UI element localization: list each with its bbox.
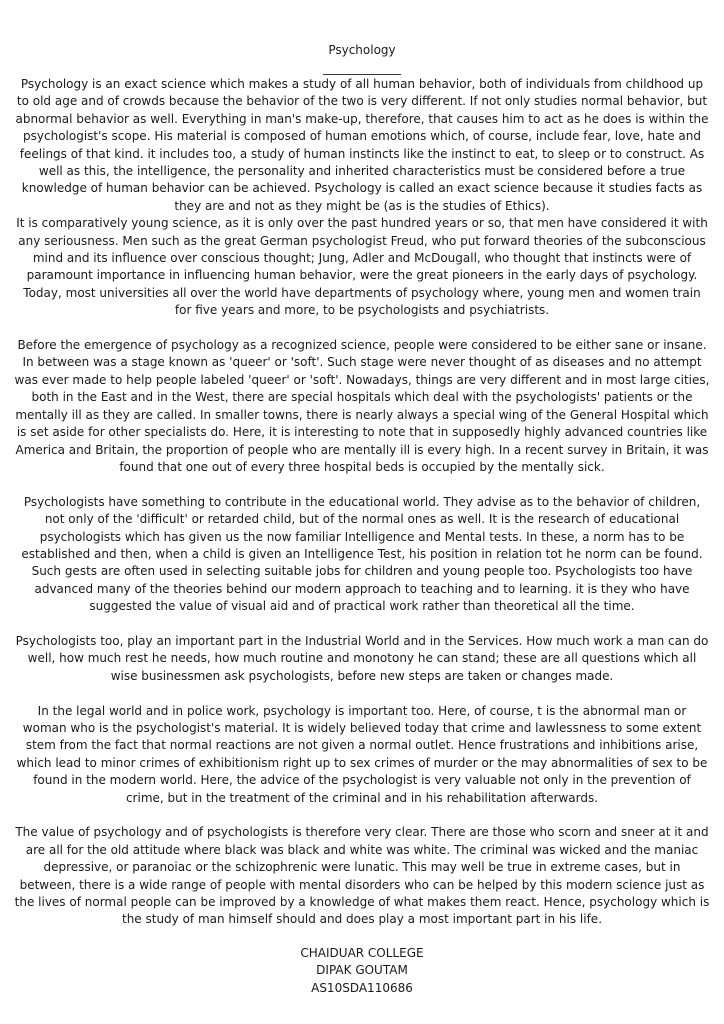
paragraph-spacer [14, 476, 710, 493]
signature-author: DIPAK GOUTAM [316, 963, 408, 978]
signature-block [14, 945, 710, 997]
paragraph-education: Psychologists have something to contribute in the educational world. They advise as to the behavior of children, not only of the 'difficult' or retarded child, but of the normal ones as well. It is the research of educational psychologists which has given us the now familiar Intelligence and Mental tests. In these, a norm has to be established and then, when a child is given an Intelligence Test, his position in relation tot he norm can be found. Such gests are often used in selecting suitable jobs for children and young people too. Psychologists too have advanced many of the theories behind our modern approach to teaching and to learning. it is they who have suggested the value of visual aid and of practical work rather than theoretical all the time. [21, 494, 703, 614]
paragraph-conclusion: The value of psychology and of psychologists is therefore very clear. There are those who scorn and sneer at it and are all for the old attitude where black was black and white was white. The criminal was wicked and the maniac depressive, or paranoiac or the schizophrenic were lunatic. This may well be true in extreme cases, but in between, there is a wide range of people with mental disorders who can be helped by this modern science just as the lives of normal people can be improved by a knowledge of what makes them react. Hence, psychology which is the study of man himself should and does play a most important part in his life. [14, 825, 710, 927]
paragraph-emergence: Before the emergence of psychology as a recognized science, people were considered to be either sane or insane. In between was a stage known as 'queer' or 'soft'. Such stage were never thought of as diseases and no attempt was ever made to help people labeled 'queer' or 'soft'. Nowadays, things are very different and in most large cities, both in the East and in the West, there are special hospitals which deal with the psychologists' patients or the mentally ill as they are called. In smaller towns, there is nearly always a special wing of the General Hospital which is set aside for other specialists do. Here, it is interesting to note that in supposedly highly advanced countries like America and Britain, the proportion of people who are mentally ill is every high. In a recent survey in Britain, it was found that one out of every three hospital beds is occupied by the mentally sick. [14, 338, 710, 474]
paragraph-history: It is comparatively young science, as it is only over the past hundred years or so, that men have considered it with any seriousness. Men such as the great German psychologist Freud, who put forward theories of the subconscious mind and its influence over conscious thought; Jung, Adler and McDougall, who thought that instincts were of paramount importance in influencing human behavior, were the great pioneers in the early days of psychology. Today, most universities all over the world have departments of psychology where, young men and women train for five years and more, to be psychologists and psychiatrists. [16, 216, 708, 318]
title-underline: _____________ [323, 61, 401, 75]
paragraph-legal: In the legal world and in police work, psychology is important too. Here, of course, t is the abnormal man or woman who is the psychologist's material. It is widely believed today that crime and lawlessness to some extent stem from the fact that normal reactions are not given a normal outlet. Hence frustrations and inhibitions arise, which lead to minor crimes of exhibitionism right up to sex crimes of murder or the may abnormalities of sex to be found in the modern world. Here, the advice of the psychologist is very valuable not only in the prevention of crime, but in the treatment of the criminal and in his rehabilitation afterwards. [16, 703, 708, 805]
document-page [14, 40, 710, 997]
paragraph-intro: Psychology is an exact science which makes a study of all human behavior, both of individuals from childhood up to old age and of crowds because the behavior of the two is very different. If not only studies normal behavior, but abnormal behavior as well. Everything in man's make-up, therefore, that causes him to act as he does is within the psychologist's scope. His material is composed of human emotions which, of course, include fear, love, hate and feelings of that kind. it includes too, a study of human instincts like the instinct to eat, to sleep or to construct. As well as this, the intelligence, the personality and inherited characteristics must be considered before a true knowledge of human behavior can be achieved. Psychology is called an exact science because it studies facts as they are and not as they might be (as is the studies of Ethics). [15, 77, 709, 213]
paragraph-spacer [14, 616, 710, 633]
signature-college: CHAIDUAR COLLEGE [300, 945, 424, 960]
paragraph-industry: Psychologists too, play an important part in the Industrial World and in the Services. How much work a man can do well, how much rest he needs, how much routine and monotony he can stand; these are all questions which all wise businessmen ask psychologists, before new steps are taken or changes made. [15, 633, 709, 683]
paragraph-spacer [14, 685, 710, 702]
signature-roll-number: AS10SDA110686 [311, 980, 413, 995]
paragraph-spacer [14, 807, 710, 824]
document-title: Psychology [328, 43, 396, 57]
paragraph-spacer [14, 320, 710, 337]
